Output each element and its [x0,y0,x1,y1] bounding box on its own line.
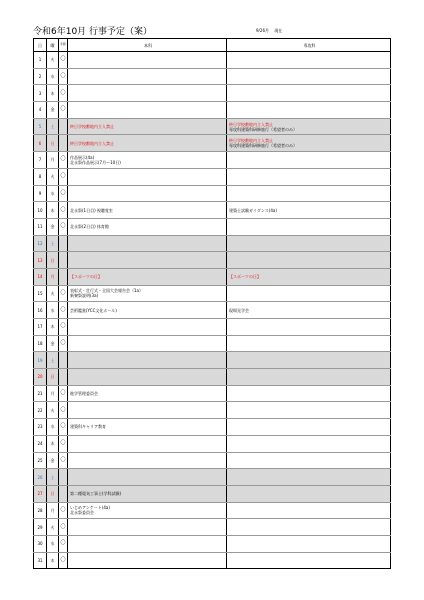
office-event: 建築士試験ガイダンス(4a) [229,207,277,213]
mark-cell: 〇 [59,419,68,435]
mark-cell: 〇 [59,519,68,535]
main-event: 作品展示(4a) [70,154,95,160]
main-events-cell [68,102,227,118]
main-events-cell [68,436,227,452]
main-event: 進学管理委員会 [70,391,98,397]
office-events-cell [227,419,391,435]
office-events-cell [227,169,391,185]
office-events-cell [227,286,391,302]
weekday-cell: 水 [47,302,59,318]
mark-cell [59,236,68,252]
day-cell: 23 [33,419,47,435]
mark-cell: 〇 [59,102,68,118]
main-event: 【スポーツの日】 [70,274,102,280]
main-event: 芸術鑑賞(YCC文化ホール) [70,307,117,313]
header-mark: 年間 [59,39,68,51]
main-events-cell [68,352,227,368]
table-row [33,352,391,369]
day-cell: 20 [33,369,47,385]
table-row [33,152,391,169]
table-row [33,436,391,453]
office-events-cell [227,202,391,218]
mark-cell [59,252,68,268]
table-row [33,536,391,553]
day-cell: 12 [33,236,47,252]
main-events-cell [68,336,227,352]
day-cell: 6 [33,135,47,151]
weekday-cell: 月 [47,269,59,285]
main-events-cell [68,252,227,268]
main-event: いじめアンケート(4a) [70,505,110,511]
mark-cell: 〇 [59,553,68,569]
office-events-cell [227,336,391,352]
weekday-cell: 日 [47,486,59,502]
weekday-cell: 土 [47,469,59,485]
office-events-cell [227,186,391,202]
office-event: 終日学校敷地内立入禁止 [229,138,273,144]
mark-cell: 〇 [59,69,68,85]
main-events-cell [68,286,227,302]
table-row [33,52,391,69]
day-cell: 5 [33,119,47,135]
main-events-cell [68,269,227,285]
main-event: 新寮祭説明(3a) [70,293,99,299]
table-row [33,85,391,102]
weekday-cell: 金 [47,102,59,118]
weekday-cell: 木 [47,202,59,218]
mark-cell: 〇 [59,336,68,352]
mark-cell: 〇 [59,302,68,318]
main-events-cell [68,402,227,418]
weekday-cell: 水 [47,536,59,552]
day-cell: 16 [33,302,47,318]
table-row [33,119,391,136]
day-cell: 11 [33,219,47,235]
weekday-cell: 火 [47,169,59,185]
day-cell: 2 [33,69,47,85]
weekday-cell: 日 [47,252,59,268]
weekday-cell: 火 [47,519,59,535]
table-row [33,386,391,403]
weekday-cell: 土 [47,119,59,135]
table-row [33,553,391,570]
day-cell: 22 [33,402,47,418]
office-events-cell [227,453,391,469]
table-row [33,336,391,353]
office-events-cell [227,102,391,118]
table-row [33,236,391,253]
main-events-cell [68,152,227,168]
table-row [33,269,391,286]
office-events-cell [227,269,391,285]
day-cell: 27 [33,486,47,502]
weekday-cell: 火 [47,52,59,68]
mark-cell: 〇 [59,386,68,402]
mark-cell [59,369,68,385]
as-of-date-value: 9/26月 [256,28,269,33]
main-event: 表彰式・壮行式・全国大会報告会（1a） [70,288,143,294]
main-events-cell [68,302,227,318]
main-events-cell [68,202,227,218]
main-events-cell [68,553,227,569]
day-cell: 26 [33,469,47,485]
mark-cell [59,135,68,151]
weekday-cell: 日 [47,369,59,385]
table-row [33,419,391,436]
mark-cell: 〇 [59,152,68,168]
mark-cell: 〇 [59,536,68,552]
main-events-cell [68,419,227,435]
office-events-cell [227,352,391,368]
table-row [33,69,391,86]
office-events-cell [227,503,391,519]
table-row [33,519,391,536]
header-weekday: 曜 [47,39,59,51]
mark-cell [59,119,68,135]
office-event: 専攻科建築科研修旅行（希望者のみ） [229,126,297,132]
day-cell: 17 [33,319,47,335]
day-cell: 30 [33,536,47,552]
office-events-cell [227,252,391,268]
main-event: 第二種電気工事士(学科試験) [70,491,122,497]
mark-cell: 〇 [59,202,68,218]
main-event: 終日学校敷地内立入禁止 [70,124,114,130]
day-cell: 15 [33,286,47,302]
table-row [33,503,391,520]
main-events-cell [68,319,227,335]
mark-cell [59,486,68,502]
weekday-cell: 日 [47,135,59,151]
main-event: 北永祭委員会 [70,510,94,516]
main-events-cell [68,519,227,535]
weekday-cell: 金 [47,453,59,469]
office-event: 専攻科建築科研修旅行（希望者のみ） [229,143,297,149]
day-cell: 13 [33,252,47,268]
office-events-cell [227,436,391,452]
main-events-cell [68,386,227,402]
office-events-cell [227,52,391,68]
main-events-cell [68,369,227,385]
day-cell: 25 [33,453,47,469]
weekday-cell: 木 [47,319,59,335]
weekday-cell: 火 [47,286,59,302]
table-row [33,302,391,319]
weekday-cell: 水 [47,419,59,435]
main-events-cell [68,236,227,252]
day-cell: 8 [33,169,47,185]
weekday-cell: 木 [47,436,59,452]
table-row [33,402,391,419]
mark-cell: 〇 [59,436,68,452]
mark-cell: 〇 [59,169,68,185]
table-row [33,135,391,152]
main-event: 北永祭(2日目) 体育館 [70,224,109,230]
day-cell: 24 [33,436,47,452]
office-event: 現場見学会 [229,307,249,313]
office-events-cell [227,402,391,418]
mark-cell: 〇 [59,286,68,302]
table-row [33,202,391,219]
mark-cell [59,469,68,485]
weekday-cell: 月 [47,386,59,402]
table-row [33,486,391,503]
day-cell: 4 [33,102,47,118]
main-events-cell [68,486,227,502]
table-row [33,319,391,336]
weekday-cell: 水 [47,186,59,202]
day-cell: 19 [33,352,47,368]
weekday-cell: 金 [47,219,59,235]
main-events-cell [68,119,227,135]
office-events-cell [227,486,391,502]
day-cell: 31 [33,553,47,569]
as-of-label: 現在 [274,28,283,33]
office-events-cell [227,135,391,151]
main-events-cell [68,453,227,469]
table-row [33,286,391,303]
day-cell: 1 [33,52,47,68]
main-event: 終日学校敷地内立入禁止 [70,140,114,146]
header-day: 日 [33,39,47,51]
weekday-cell: 土 [47,352,59,368]
mark-cell [59,269,68,285]
table-row [33,186,391,203]
main-events-cell [68,135,227,151]
header-office: 専攻科 [227,39,391,51]
mark-cell: 〇 [59,219,68,235]
header-main: 本科 [68,39,227,51]
mark-cell: 〇 [59,85,68,101]
main-events-cell [68,469,227,485]
office-events-cell [227,519,391,535]
table-row [33,169,391,186]
office-events-cell [227,536,391,552]
page-title: 令和6年10月 行事予定（案） [33,27,153,37]
main-events-cell [68,503,227,519]
day-cell: 18 [33,336,47,352]
main-event: 北永祭作品展示(7月～10日) [70,159,121,165]
mark-cell: 〇 [59,52,68,68]
table-row [33,469,391,486]
weekday-cell: 月 [47,152,59,168]
table-row [33,369,391,386]
main-events-cell [68,169,227,185]
office-events-cell [227,69,391,85]
mark-cell: 〇 [59,503,68,519]
day-cell: 28 [33,503,47,519]
main-events-cell [68,186,227,202]
office-event: 【スポーツの日】 [229,274,261,280]
main-events-cell [68,219,227,235]
main-events-cell [68,52,227,68]
mark-cell: 〇 [59,319,68,335]
schedule-table [33,38,391,569]
office-events-cell [227,119,391,135]
table-row [33,219,391,236]
day-cell: 7 [33,152,47,168]
weekday-cell: 火 [47,402,59,418]
office-events-cell [227,219,391,235]
office-event: 終日学校敷地内立入禁止 [229,121,273,127]
main-events-cell [68,536,227,552]
office-events-cell [227,152,391,168]
office-events-cell [227,302,391,318]
table-header [33,38,391,52]
main-event: 建築科キャリア教育 [70,424,106,430]
weekday-cell: 木 [47,85,59,101]
weekday-cell: 金 [47,336,59,352]
mark-cell: 〇 [59,186,68,202]
as-of-date [256,28,282,34]
office-events-cell [227,469,391,485]
mark-cell [59,352,68,368]
main-event: 北永祭(1日目) 視聴覚室 [70,207,113,213]
weekday-cell: 水 [47,69,59,85]
office-events-cell [227,85,391,101]
office-events-cell [227,319,391,335]
table-row [33,252,391,269]
mark-cell: 〇 [59,453,68,469]
weekday-cell: 木 [47,553,59,569]
day-cell: 14 [33,269,47,285]
weekday-cell: 土 [47,236,59,252]
day-cell: 10 [33,202,47,218]
mark-cell: 〇 [59,402,68,418]
table-body [33,52,391,569]
table-row [33,453,391,470]
table-row [33,102,391,119]
office-events-cell [227,369,391,385]
main-events-cell [68,69,227,85]
office-events-cell [227,553,391,569]
weekday-cell: 月 [47,503,59,519]
office-events-cell [227,236,391,252]
day-cell: 29 [33,519,47,535]
office-events-cell [227,386,391,402]
day-cell: 3 [33,85,47,101]
day-cell: 9 [33,186,47,202]
day-cell: 21 [33,386,47,402]
main-events-cell [68,85,227,101]
